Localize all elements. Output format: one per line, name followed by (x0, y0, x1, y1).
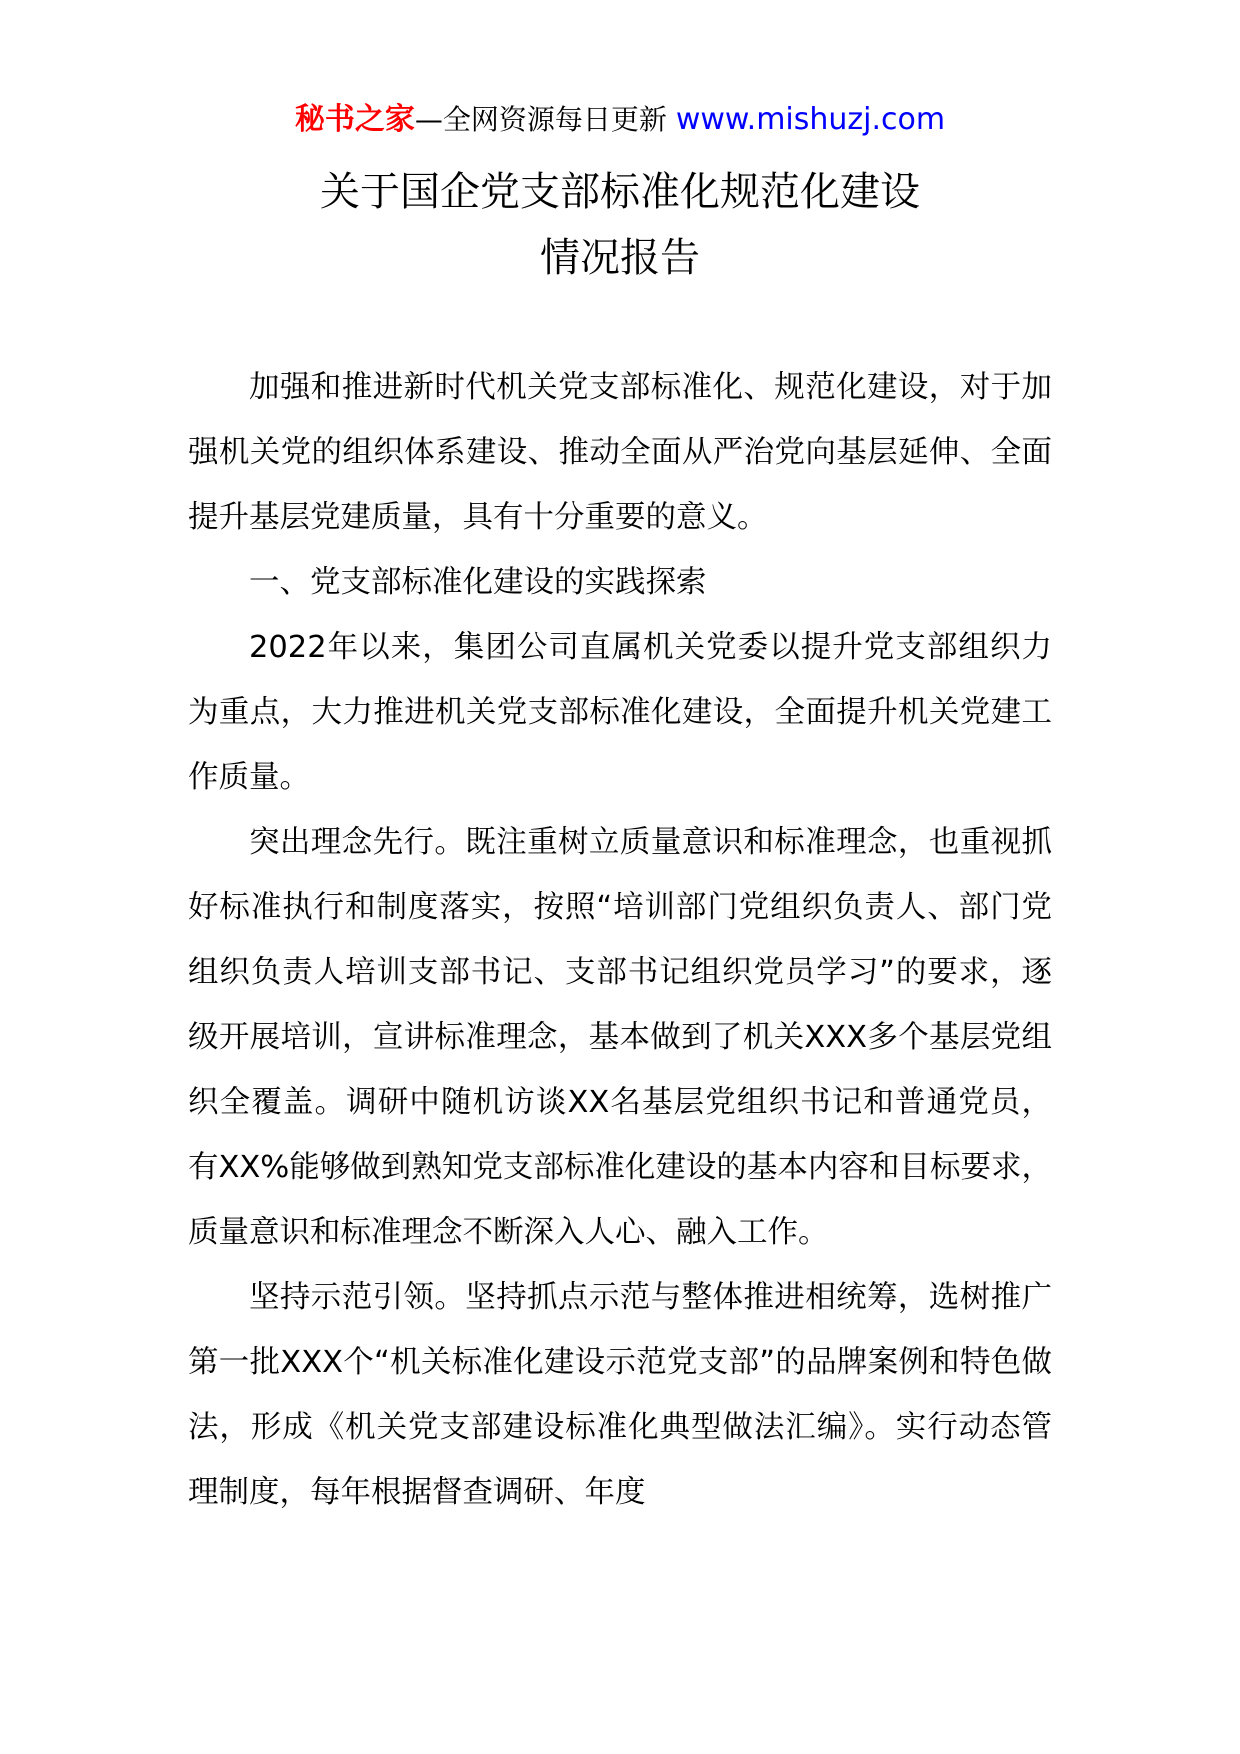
body-paragraph: 2022年以来，集团公司直属机关党委以提升党支部组织力为重点，大力推进机关党支部标准化建设，全面提升机关党建工作质量。 (188, 630, 1052, 795)
document-title-line-1: 关于国企党支部标准化规范化建设 (320, 169, 920, 215)
body-paragraph: 坚持示范引领。坚持抓点示范与整体推进相统筹，选树推广第一批XXX个“机关标准化建设示范党支部”的品牌案例和特色做法，形成《机关党支部建设标准化典型做法汇编》。实行动态管理制度，每年根据督查调研、年度 (188, 1280, 1052, 1510)
document-title-line-2: 情况报告 (540, 235, 700, 281)
document-body (188, 355, 1052, 1525)
header-tagline: —全网资源每日更新 (414, 103, 667, 136)
site-url-link[interactable]: www.mishuzj.com (675, 102, 946, 137)
brand-name: 秘书之家 (294, 102, 415, 137)
site-header (0, 100, 1240, 140)
body-paragraph: 突出理念先行。既注重树立质量意识和标准理念，也重视抓好标准执行和制度落实，按照“培训部门党组织负责人、部门党组织负责人培训支部书记、支部书记组织党员学习”的要求，逐级开展培训，宣讲标准理念，基本做到了机关XXX多个基层党组织全覆盖。调研中随机访谈XX名基层党组织书记和普通党员，有XX%能够做到熟知党支部标准化建设的基本内容和目标要求，质量意识和标准理念不断深入人心、融入工作。 (188, 825, 1052, 1250)
section-heading: 一、党支部标准化建设的实践探索 (249, 565, 707, 600)
intro-paragraph: 加强和推进新时代机关党支部标准化、规范化建设，对于加强机关党的组织体系建设、推动全面从严治党向基层延伸、全面提升基层党建质量，具有十分重要的意义。 (188, 370, 1052, 535)
